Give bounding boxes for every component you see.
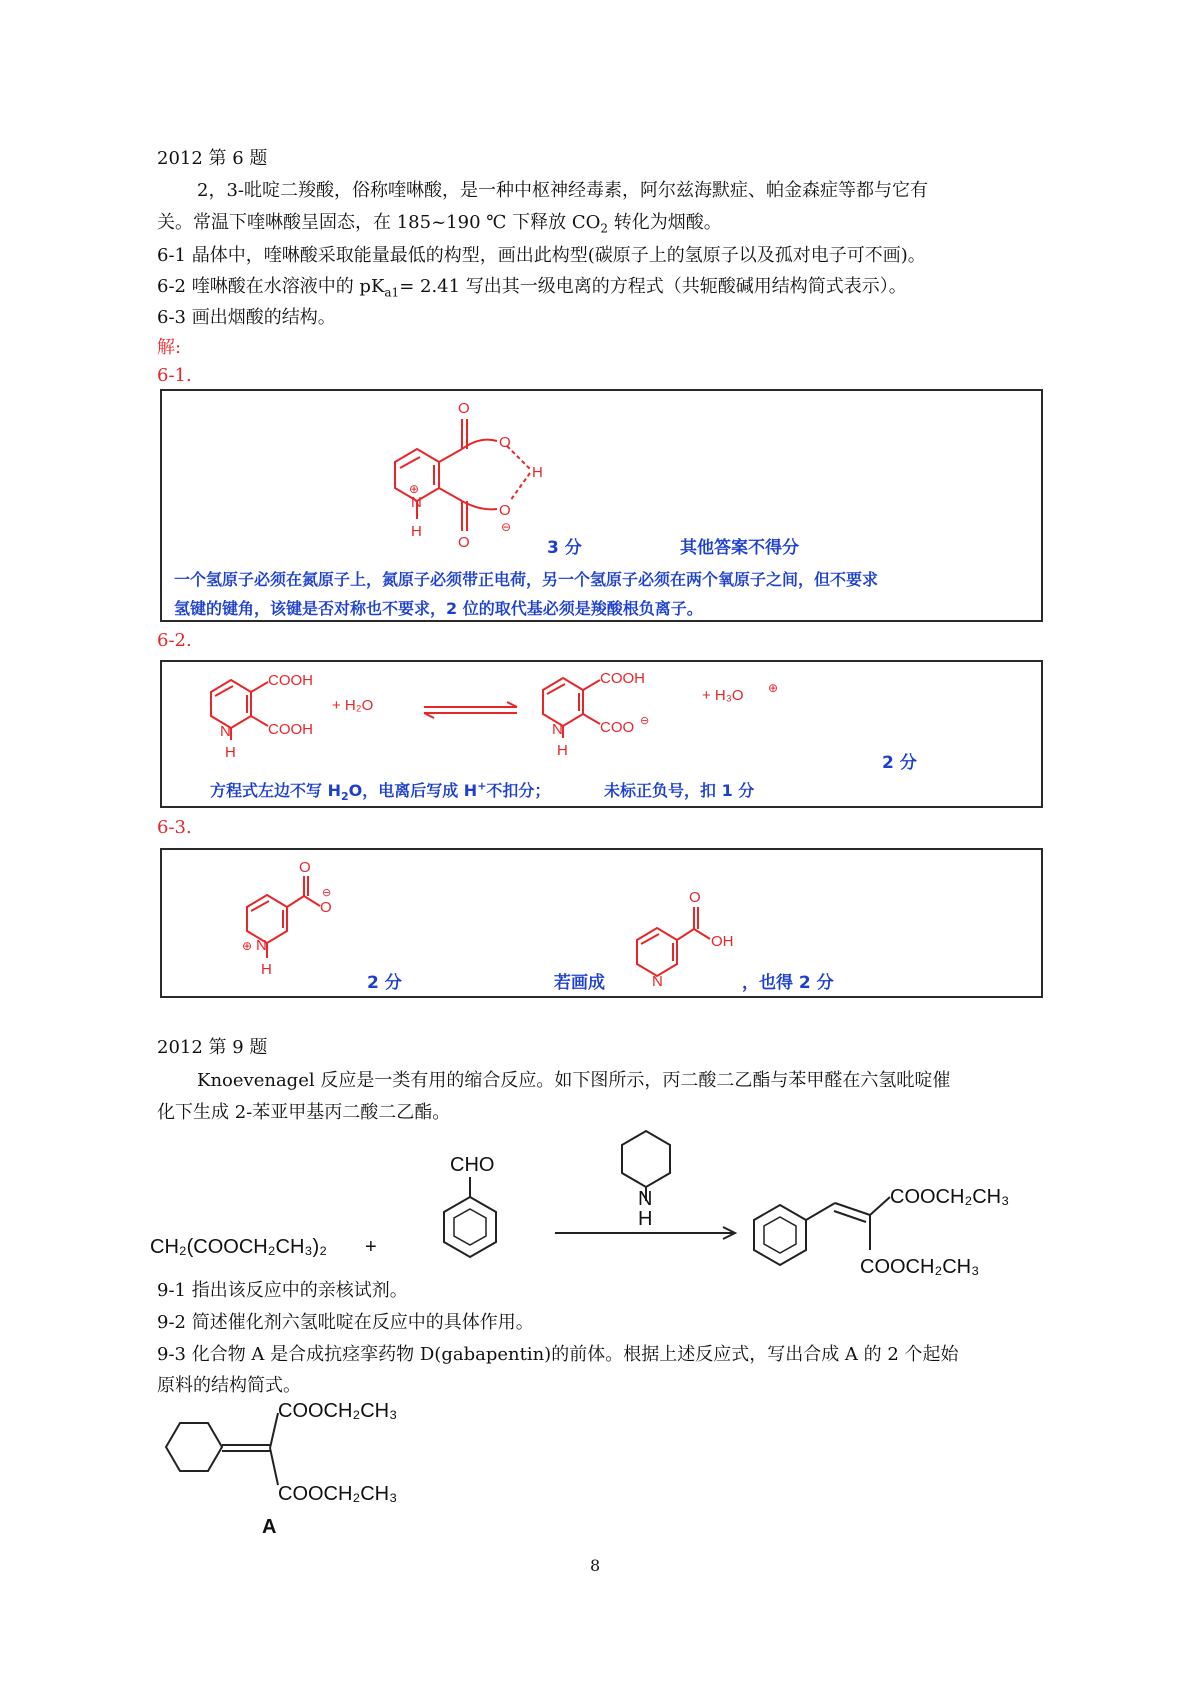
section-6-1: 6-1.	[157, 365, 192, 386]
atom-h-bridge: H	[532, 464, 543, 481]
plus-hydronium: + H₃O	[702, 687, 744, 704]
q6-2: 6-2 喹啉酸在水溶液中的 $pK_{a1}= 2.41$ 写出其一级电离的方程式（共轭酸碱用结构简式表示）。	[157, 276, 907, 300]
q9-title: 2012 第 9 题	[157, 1037, 268, 1058]
hydronium-plus: ⊕	[768, 681, 779, 695]
piperidine-n: N	[638, 1188, 653, 1210]
q9-intro-line1: Knoevenagel 反应是一类有用的缩合反应。如下图所示，丙二酸二乙酯与苯甲醛在六氢吡啶催	[197, 1070, 951, 1091]
o-neutral: O	[689, 889, 701, 906]
section-6-2: 6-2.	[157, 630, 192, 651]
q6-3: 6-3 画出烟酸的结构。	[157, 307, 336, 328]
atom-h-n: H	[411, 523, 422, 540]
coo-right: COO	[600, 719, 635, 736]
q9-2: 9-2 简述催化剂六氢吡啶在反应中的具体作用。	[157, 1312, 534, 1333]
diethyl-malonate: CH₂(COOCH₂CH₃)₂	[150, 1236, 327, 1258]
q6-1: 6-1 晶体中，喹啉酸采取能量最低的构型，画出此构型(碳原子上的氢原子以及孤对电子可不画)。	[157, 245, 926, 266]
piperidine-h: H	[638, 1208, 653, 1230]
q9-3-line1: 9-3 化合物 A 是合成抗痉挛药物 D(gabapentin)的前体。根据上述反应式，写出合成 A 的 2 个起始	[157, 1344, 959, 1365]
n-right: N	[552, 721, 563, 738]
q6-intro-line2: 关。常温下喹啉酸呈固态，在 185~190 ℃ 下释放 $CO_2$ 转化为烟酸。	[157, 212, 722, 236]
reaction-plus: +	[365, 1236, 377, 1258]
cooh-bottom-left: COOH	[268, 721, 313, 738]
compound-a-ester-top: COOCH₂CH₃	[278, 1400, 398, 1422]
q9-intro-line2: 化下生成 2-苯亚甲基丙二酸二乙酯。	[157, 1102, 451, 1123]
o-minus-charge: ⊖	[322, 887, 332, 899]
cooh-top-left: COOH	[268, 672, 313, 689]
box2-score: 2 分	[882, 753, 917, 773]
knoevenagel-reaction-scheme	[150, 1125, 1050, 1305]
box3-score: 2 分	[367, 973, 402, 993]
q6-intro-line1: 2，3-吡啶二羧酸，俗称喹啉酸，是一种中枢神经毒素，阿尔兹海默症、帕金森症等都与它有	[197, 180, 928, 201]
quinolinic-acid-zwitterion-structure	[162, 391, 1042, 551]
n-neutral: N	[652, 973, 663, 990]
n-left: N	[220, 723, 231, 740]
atom-n: N	[411, 494, 422, 511]
o-minus: O	[320, 899, 332, 916]
box1-other-answers: 其他答案不得分	[680, 538, 799, 558]
h-left: H	[225, 744, 236, 761]
q9-1: 9-1 指出该反应中的亲核试剂。	[157, 1280, 408, 1301]
answer-label: 解:	[157, 337, 182, 358]
box1-note-line2: 氢键的键角，该键是否对称也不要求，2 位的取代基必须是羧酸根负离子。	[174, 599, 703, 618]
o-top: O	[299, 859, 311, 876]
q6-title: 2012 第 6 题	[157, 148, 268, 169]
oh-neutral: OH	[711, 933, 734, 950]
box2-note: 方程式左边不写 $H_2O$，电离后写成 H+不扣分； 未标正负号，扣 1 分	[210, 779, 755, 804]
section-6-3: 6-3.	[157, 817, 192, 838]
n-plus-charge: ⊕	[242, 939, 253, 953]
product-ester-bottom: COOCH₂CH₃	[860, 1256, 980, 1278]
atom-o-lower: O	[499, 502, 511, 519]
plus-charge: ⊕	[409, 482, 420, 496]
plus-water: + H₂O	[332, 697, 374, 714]
n-cation: N	[256, 937, 267, 954]
compound-a-label: A	[262, 1516, 277, 1538]
coo-minus: ⊖	[640, 715, 650, 727]
cho-group: CHO	[450, 1154, 495, 1176]
answer-box-6-1	[160, 389, 1043, 622]
box3-alt-label: 若画成	[554, 973, 605, 993]
box3-tail: ，也得 2 分	[742, 973, 834, 993]
h-right: H	[557, 742, 568, 759]
compound-a-structure	[150, 1395, 450, 1545]
atom-o-upper: O	[499, 434, 511, 451]
minus-charge: ⊖	[501, 520, 512, 534]
atom-o-top: O	[458, 400, 470, 417]
answer-box-6-2	[160, 660, 1043, 808]
page-number: 8	[590, 1556, 601, 1575]
q9-3-line2: 原料的结构简式。	[157, 1375, 301, 1396]
box1-score: 3 分	[547, 538, 582, 558]
h-cation: H	[261, 961, 272, 978]
atom-o-bottom: O	[458, 534, 470, 551]
box1-note-line1: 一个氢原子必须在氮原子上，氮原子必须带正电荷，另一个氢原子必须在两个氧原子之间，但不要求	[174, 570, 879, 589]
answer-box-6-3	[160, 848, 1043, 998]
cooh-top-right: COOH	[600, 670, 645, 687]
compound-a-ester-bottom: COOCH₂CH₃	[278, 1483, 398, 1505]
product-ester-top: COOCH₂CH₃	[890, 1186, 1010, 1208]
